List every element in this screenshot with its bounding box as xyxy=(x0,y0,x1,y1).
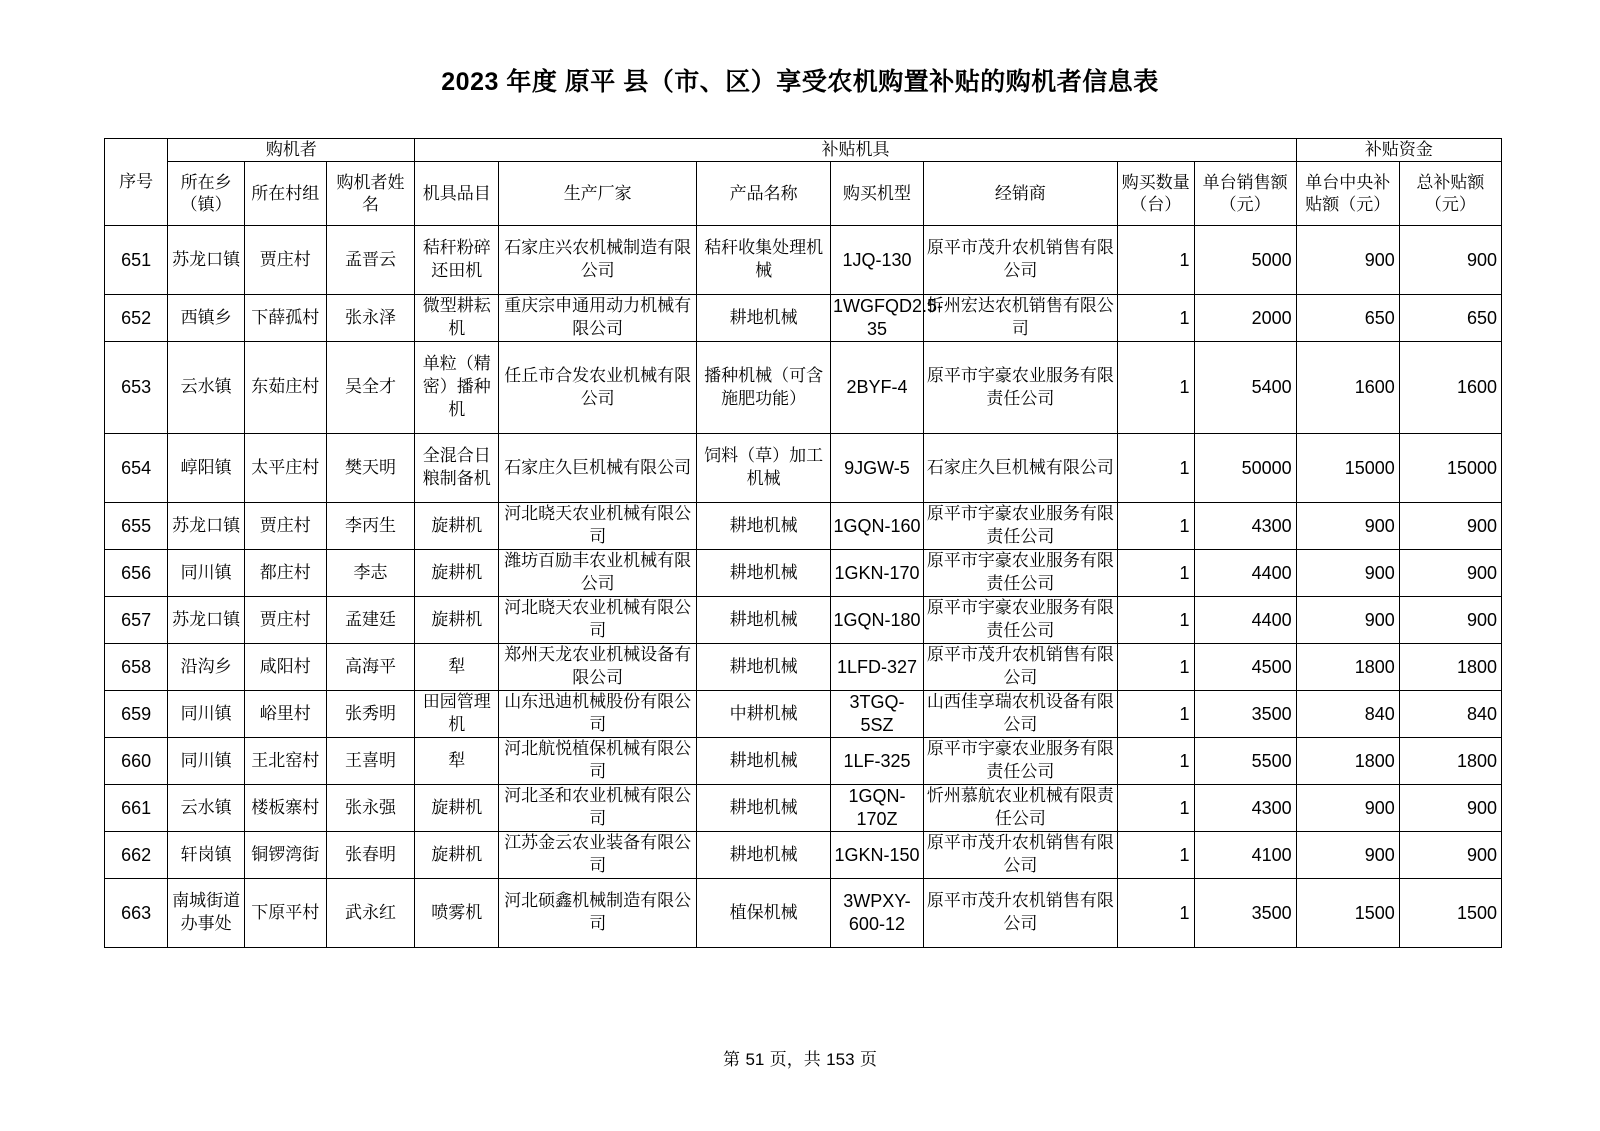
cell-total-subsidy: 900 xyxy=(1399,226,1501,295)
cell-town: 云水镇 xyxy=(168,785,245,832)
cell-price: 4400 xyxy=(1194,550,1296,597)
cell-model: 1GKN-150 xyxy=(831,832,924,879)
cell-central-subsidy: 900 xyxy=(1296,832,1399,879)
header-name: 购机者姓名 xyxy=(326,162,415,226)
cell-price: 5400 xyxy=(1194,342,1296,434)
cell-model: 2BYF-4 xyxy=(831,342,924,434)
cell-dealer: 原平市茂升农机销售有限公司 xyxy=(923,879,1117,948)
cell-qty: 1 xyxy=(1117,434,1194,503)
cell-central-subsidy: 15000 xyxy=(1296,434,1399,503)
cell-product: 耕地机械 xyxy=(697,644,831,691)
cell-name: 孟晋云 xyxy=(326,226,415,295)
header-group-machine: 补贴机具 xyxy=(415,139,1296,162)
cell-dealer: 原平市宇豪农业服务有限责任公司 xyxy=(923,342,1117,434)
cell-model: 1WGFQD2.5-35 xyxy=(831,295,924,342)
cell-price: 5500 xyxy=(1194,738,1296,785)
cell-category: 旋耕机 xyxy=(415,832,499,879)
cell-central-subsidy: 1600 xyxy=(1296,342,1399,434)
cell-village: 下原平村 xyxy=(244,879,326,948)
cell-village: 王北窑村 xyxy=(244,738,326,785)
page-footer xyxy=(0,1045,1600,1070)
cell-seq: 660 xyxy=(105,738,168,785)
cell-total-subsidy: 900 xyxy=(1399,597,1501,644)
cell-category: 犁 xyxy=(415,738,499,785)
cell-total-subsidy: 900 xyxy=(1399,550,1501,597)
cell-manufacturer: 河北圣和农业机械有限公司 xyxy=(499,785,697,832)
cell-total-subsidy: 1500 xyxy=(1399,879,1501,948)
cell-category: 微型耕耘机 xyxy=(415,295,499,342)
cell-model: 1GKN-170 xyxy=(831,550,924,597)
cell-price: 2000 xyxy=(1194,295,1296,342)
cell-central-subsidy: 900 xyxy=(1296,550,1399,597)
cell-dealer: 山西佳享瑞农机设备有限公司 xyxy=(923,691,1117,738)
cell-town: 同川镇 xyxy=(168,550,245,597)
table-body xyxy=(105,226,1502,948)
cell-seq: 661 xyxy=(105,785,168,832)
cell-model: 3WPXY-600-12 xyxy=(831,879,924,948)
cell-name: 张永泽 xyxy=(326,295,415,342)
cell-qty: 1 xyxy=(1117,832,1194,879)
header-group-funds: 补贴资金 xyxy=(1296,139,1501,162)
header-group-buyer: 购机者 xyxy=(168,139,415,162)
cell-name: 张秀明 xyxy=(326,691,415,738)
header-total-subsidy: 总补贴额（元） xyxy=(1399,162,1501,226)
cell-village: 贾庄村 xyxy=(244,503,326,550)
cell-dealer: 石家庄久巨机械有限公司 xyxy=(923,434,1117,503)
cell-model: 1LFD-327 xyxy=(831,644,924,691)
cell-village: 铜锣湾街 xyxy=(244,832,326,879)
cell-qty: 1 xyxy=(1117,691,1194,738)
cell-product: 耕地机械 xyxy=(697,550,831,597)
cell-seq: 653 xyxy=(105,342,168,434)
header-category: 机具品目 xyxy=(415,162,499,226)
table-row xyxy=(105,226,1502,295)
cell-total-subsidy: 1800 xyxy=(1399,738,1501,785)
cell-total-subsidy: 900 xyxy=(1399,503,1501,550)
table-row xyxy=(105,295,1502,342)
cell-category: 旋耕机 xyxy=(415,550,499,597)
cell-name: 张永强 xyxy=(326,785,415,832)
cell-town: 同川镇 xyxy=(168,738,245,785)
cell-total-subsidy: 1600 xyxy=(1399,342,1501,434)
cell-town: 沿沟乡 xyxy=(168,644,245,691)
cell-category: 单粒（精密）播种机 xyxy=(415,342,499,434)
header-product: 产品名称 xyxy=(697,162,831,226)
cell-town: 云水镇 xyxy=(168,342,245,434)
cell-manufacturer: 山东迅迪机械股份有限公司 xyxy=(499,691,697,738)
cell-model: 1GQN-160 xyxy=(831,503,924,550)
cell-town: 西镇乡 xyxy=(168,295,245,342)
cell-name: 高海平 xyxy=(326,644,415,691)
header-model: 购买机型 xyxy=(831,162,924,226)
cell-qty: 1 xyxy=(1117,738,1194,785)
table-row xyxy=(105,738,1502,785)
cell-total-subsidy: 900 xyxy=(1399,785,1501,832)
table-row xyxy=(105,503,1502,550)
cell-town: 南城街道办事处 xyxy=(168,879,245,948)
cell-qty: 1 xyxy=(1117,644,1194,691)
cell-product: 饲料（草）加工机械 xyxy=(697,434,831,503)
cell-manufacturer: 潍坊百励丰农业机械有限公司 xyxy=(499,550,697,597)
table-row xyxy=(105,691,1502,738)
table-row xyxy=(105,832,1502,879)
cell-category: 秸秆粉碎还田机 xyxy=(415,226,499,295)
cell-price: 5000 xyxy=(1194,226,1296,295)
cell-category: 犁 xyxy=(415,644,499,691)
cell-seq: 654 xyxy=(105,434,168,503)
footer-total-pages: 153 xyxy=(826,1050,855,1069)
cell-town: 崞阳镇 xyxy=(168,434,245,503)
cell-manufacturer: 河北硕鑫机械制造有限公司 xyxy=(499,879,697,948)
cell-category: 旋耕机 xyxy=(415,503,499,550)
cell-manufacturer: 重庆宗申通用动力机械有限公司 xyxy=(499,295,697,342)
cell-seq: 652 xyxy=(105,295,168,342)
cell-product: 耕地机械 xyxy=(697,597,831,644)
cell-model: 1GQN-180 xyxy=(831,597,924,644)
cell-name: 吴全才 xyxy=(326,342,415,434)
cell-dealer: 原平市宇豪农业服务有限责任公司 xyxy=(923,503,1117,550)
cell-village: 峪里村 xyxy=(244,691,326,738)
cell-central-subsidy: 650 xyxy=(1296,295,1399,342)
cell-qty: 1 xyxy=(1117,597,1194,644)
cell-town: 同川镇 xyxy=(168,691,245,738)
cell-dealer: 原平市宇豪农业服务有限责任公司 xyxy=(923,738,1117,785)
header-qty: 购买数量（台） xyxy=(1117,162,1194,226)
cell-manufacturer: 江苏金云农业装备有限公司 xyxy=(499,832,697,879)
table-row xyxy=(105,550,1502,597)
cell-dealer: 忻州宏达农机销售有限公司 xyxy=(923,295,1117,342)
cell-price: 3500 xyxy=(1194,691,1296,738)
cell-model: 3TGQ-5SZ xyxy=(831,691,924,738)
cell-total-subsidy: 900 xyxy=(1399,832,1501,879)
cell-seq: 659 xyxy=(105,691,168,738)
cell-central-subsidy: 900 xyxy=(1296,597,1399,644)
footer-page-number: 51 xyxy=(745,1050,765,1069)
cell-model: 9JGW-5 xyxy=(831,434,924,503)
cell-village: 太平庄村 xyxy=(244,434,326,503)
cell-manufacturer: 河北航悦植保机械有限公司 xyxy=(499,738,697,785)
cell-seq: 651 xyxy=(105,226,168,295)
cell-qty: 1 xyxy=(1117,295,1194,342)
header-central-subsidy: 单台中央补贴额（元） xyxy=(1296,162,1399,226)
table-row xyxy=(105,434,1502,503)
cell-village: 下薛孤村 xyxy=(244,295,326,342)
cell-model: 1JQ-130 xyxy=(831,226,924,295)
table-row xyxy=(105,342,1502,434)
cell-product: 植保机械 xyxy=(697,879,831,948)
header-manufacturer: 生产厂家 xyxy=(499,162,697,226)
cell-manufacturer: 郑州天龙农业机械设备有限公司 xyxy=(499,644,697,691)
cell-product: 耕地机械 xyxy=(697,832,831,879)
cell-town: 轩岗镇 xyxy=(168,832,245,879)
cell-dealer: 原平市茂升农机销售有限公司 xyxy=(923,644,1117,691)
cell-product: 耕地机械 xyxy=(697,503,831,550)
cell-name: 孟建廷 xyxy=(326,597,415,644)
header-dealer: 经销商 xyxy=(923,162,1117,226)
header-seq: 序号 xyxy=(105,139,168,226)
cell-central-subsidy: 1800 xyxy=(1296,644,1399,691)
cell-manufacturer: 石家庄久巨机械有限公司 xyxy=(499,434,697,503)
cell-price: 4500 xyxy=(1194,644,1296,691)
cell-product: 播种机械（可含施肥功能） xyxy=(697,342,831,434)
cell-seq: 663 xyxy=(105,879,168,948)
cell-model: 1LF-325 xyxy=(831,738,924,785)
cell-qty: 1 xyxy=(1117,879,1194,948)
cell-product: 耕地机械 xyxy=(697,738,831,785)
cell-name: 王喜明 xyxy=(326,738,415,785)
cell-qty: 1 xyxy=(1117,226,1194,295)
cell-central-subsidy: 1800 xyxy=(1296,738,1399,785)
cell-name: 张春明 xyxy=(326,832,415,879)
cell-central-subsidy: 900 xyxy=(1296,503,1399,550)
cell-village: 贾庄村 xyxy=(244,226,326,295)
cell-qty: 1 xyxy=(1117,785,1194,832)
cell-town: 苏龙口镇 xyxy=(168,226,245,295)
cell-village: 东茹庄村 xyxy=(244,342,326,434)
cell-total-subsidy: 15000 xyxy=(1399,434,1501,503)
table-row xyxy=(105,597,1502,644)
cell-category: 喷雾机 xyxy=(415,879,499,948)
cell-product: 耕地机械 xyxy=(697,785,831,832)
cell-price: 4300 xyxy=(1194,503,1296,550)
cell-seq: 658 xyxy=(105,644,168,691)
cell-price: 3500 xyxy=(1194,879,1296,948)
table-row xyxy=(105,785,1502,832)
cell-product: 秸秆收集处理机械 xyxy=(697,226,831,295)
cell-price: 50000 xyxy=(1194,434,1296,503)
cell-model: 1GQN-170Z xyxy=(831,785,924,832)
table-row xyxy=(105,644,1502,691)
cell-category: 旋耕机 xyxy=(415,597,499,644)
cell-name: 李丙生 xyxy=(326,503,415,550)
cell-village: 咸阳村 xyxy=(244,644,326,691)
table-row xyxy=(105,879,1502,948)
cell-qty: 1 xyxy=(1117,503,1194,550)
cell-name: 樊天明 xyxy=(326,434,415,503)
cell-village: 贾庄村 xyxy=(244,597,326,644)
cell-manufacturer: 河北晓天农业机械有限公司 xyxy=(499,503,697,550)
cell-seq: 655 xyxy=(105,503,168,550)
cell-total-subsidy: 840 xyxy=(1399,691,1501,738)
cell-name: 武永红 xyxy=(326,879,415,948)
cell-qty: 1 xyxy=(1117,342,1194,434)
cell-dealer: 原平市茂升农机销售有限公司 xyxy=(923,226,1117,295)
cell-village: 都庄村 xyxy=(244,550,326,597)
cell-price: 4400 xyxy=(1194,597,1296,644)
header-village: 所在村组 xyxy=(244,162,326,226)
cell-total-subsidy: 1800 xyxy=(1399,644,1501,691)
cell-dealer: 原平市宇豪农业服务有限责任公司 xyxy=(923,597,1117,644)
cell-village: 楼板寨村 xyxy=(244,785,326,832)
cell-central-subsidy: 900 xyxy=(1296,226,1399,295)
cell-seq: 657 xyxy=(105,597,168,644)
footer-prefix: 第 xyxy=(723,1050,741,1070)
cell-seq: 662 xyxy=(105,832,168,879)
cell-product: 耕地机械 xyxy=(697,295,831,342)
cell-central-subsidy: 1500 xyxy=(1296,879,1399,948)
cell-manufacturer: 河北晓天农业机械有限公司 xyxy=(499,597,697,644)
cell-product: 中耕机械 xyxy=(697,691,831,738)
subsidy-table xyxy=(104,138,1502,948)
cell-dealer: 原平市宇豪农业服务有限责任公司 xyxy=(923,550,1117,597)
cell-price: 4100 xyxy=(1194,832,1296,879)
cell-manufacturer: 任丘市合发农业机械有限公司 xyxy=(499,342,697,434)
page-title: 2023 年度 原平 县（市、区）享受农机购置补贴的购机者信息表 xyxy=(441,68,1159,96)
cell-town: 苏龙口镇 xyxy=(168,503,245,550)
cell-price: 4300 xyxy=(1194,785,1296,832)
cell-seq: 656 xyxy=(105,550,168,597)
cell-dealer: 忻州慕航农业机械有限责任公司 xyxy=(923,785,1117,832)
cell-qty: 1 xyxy=(1117,550,1194,597)
cell-dealer: 原平市茂升农机销售有限公司 xyxy=(923,832,1117,879)
cell-central-subsidy: 840 xyxy=(1296,691,1399,738)
footer-middle: 页，共 xyxy=(769,1050,821,1070)
cell-total-subsidy: 650 xyxy=(1399,295,1501,342)
cell-manufacturer: 石家庄兴农机械制造有限公司 xyxy=(499,226,697,295)
cell-category: 旋耕机 xyxy=(415,785,499,832)
header-price: 单台销售额（元） xyxy=(1194,162,1296,226)
cell-name: 李志 xyxy=(326,550,415,597)
cell-central-subsidy: 900 xyxy=(1296,785,1399,832)
footer-suffix: 页 xyxy=(859,1050,877,1070)
header-town: 所在乡（镇） xyxy=(168,162,245,226)
cell-category: 全混合日粮制备机 xyxy=(415,434,499,503)
cell-category: 田园管理机 xyxy=(415,691,499,738)
cell-town: 苏龙口镇 xyxy=(168,597,245,644)
